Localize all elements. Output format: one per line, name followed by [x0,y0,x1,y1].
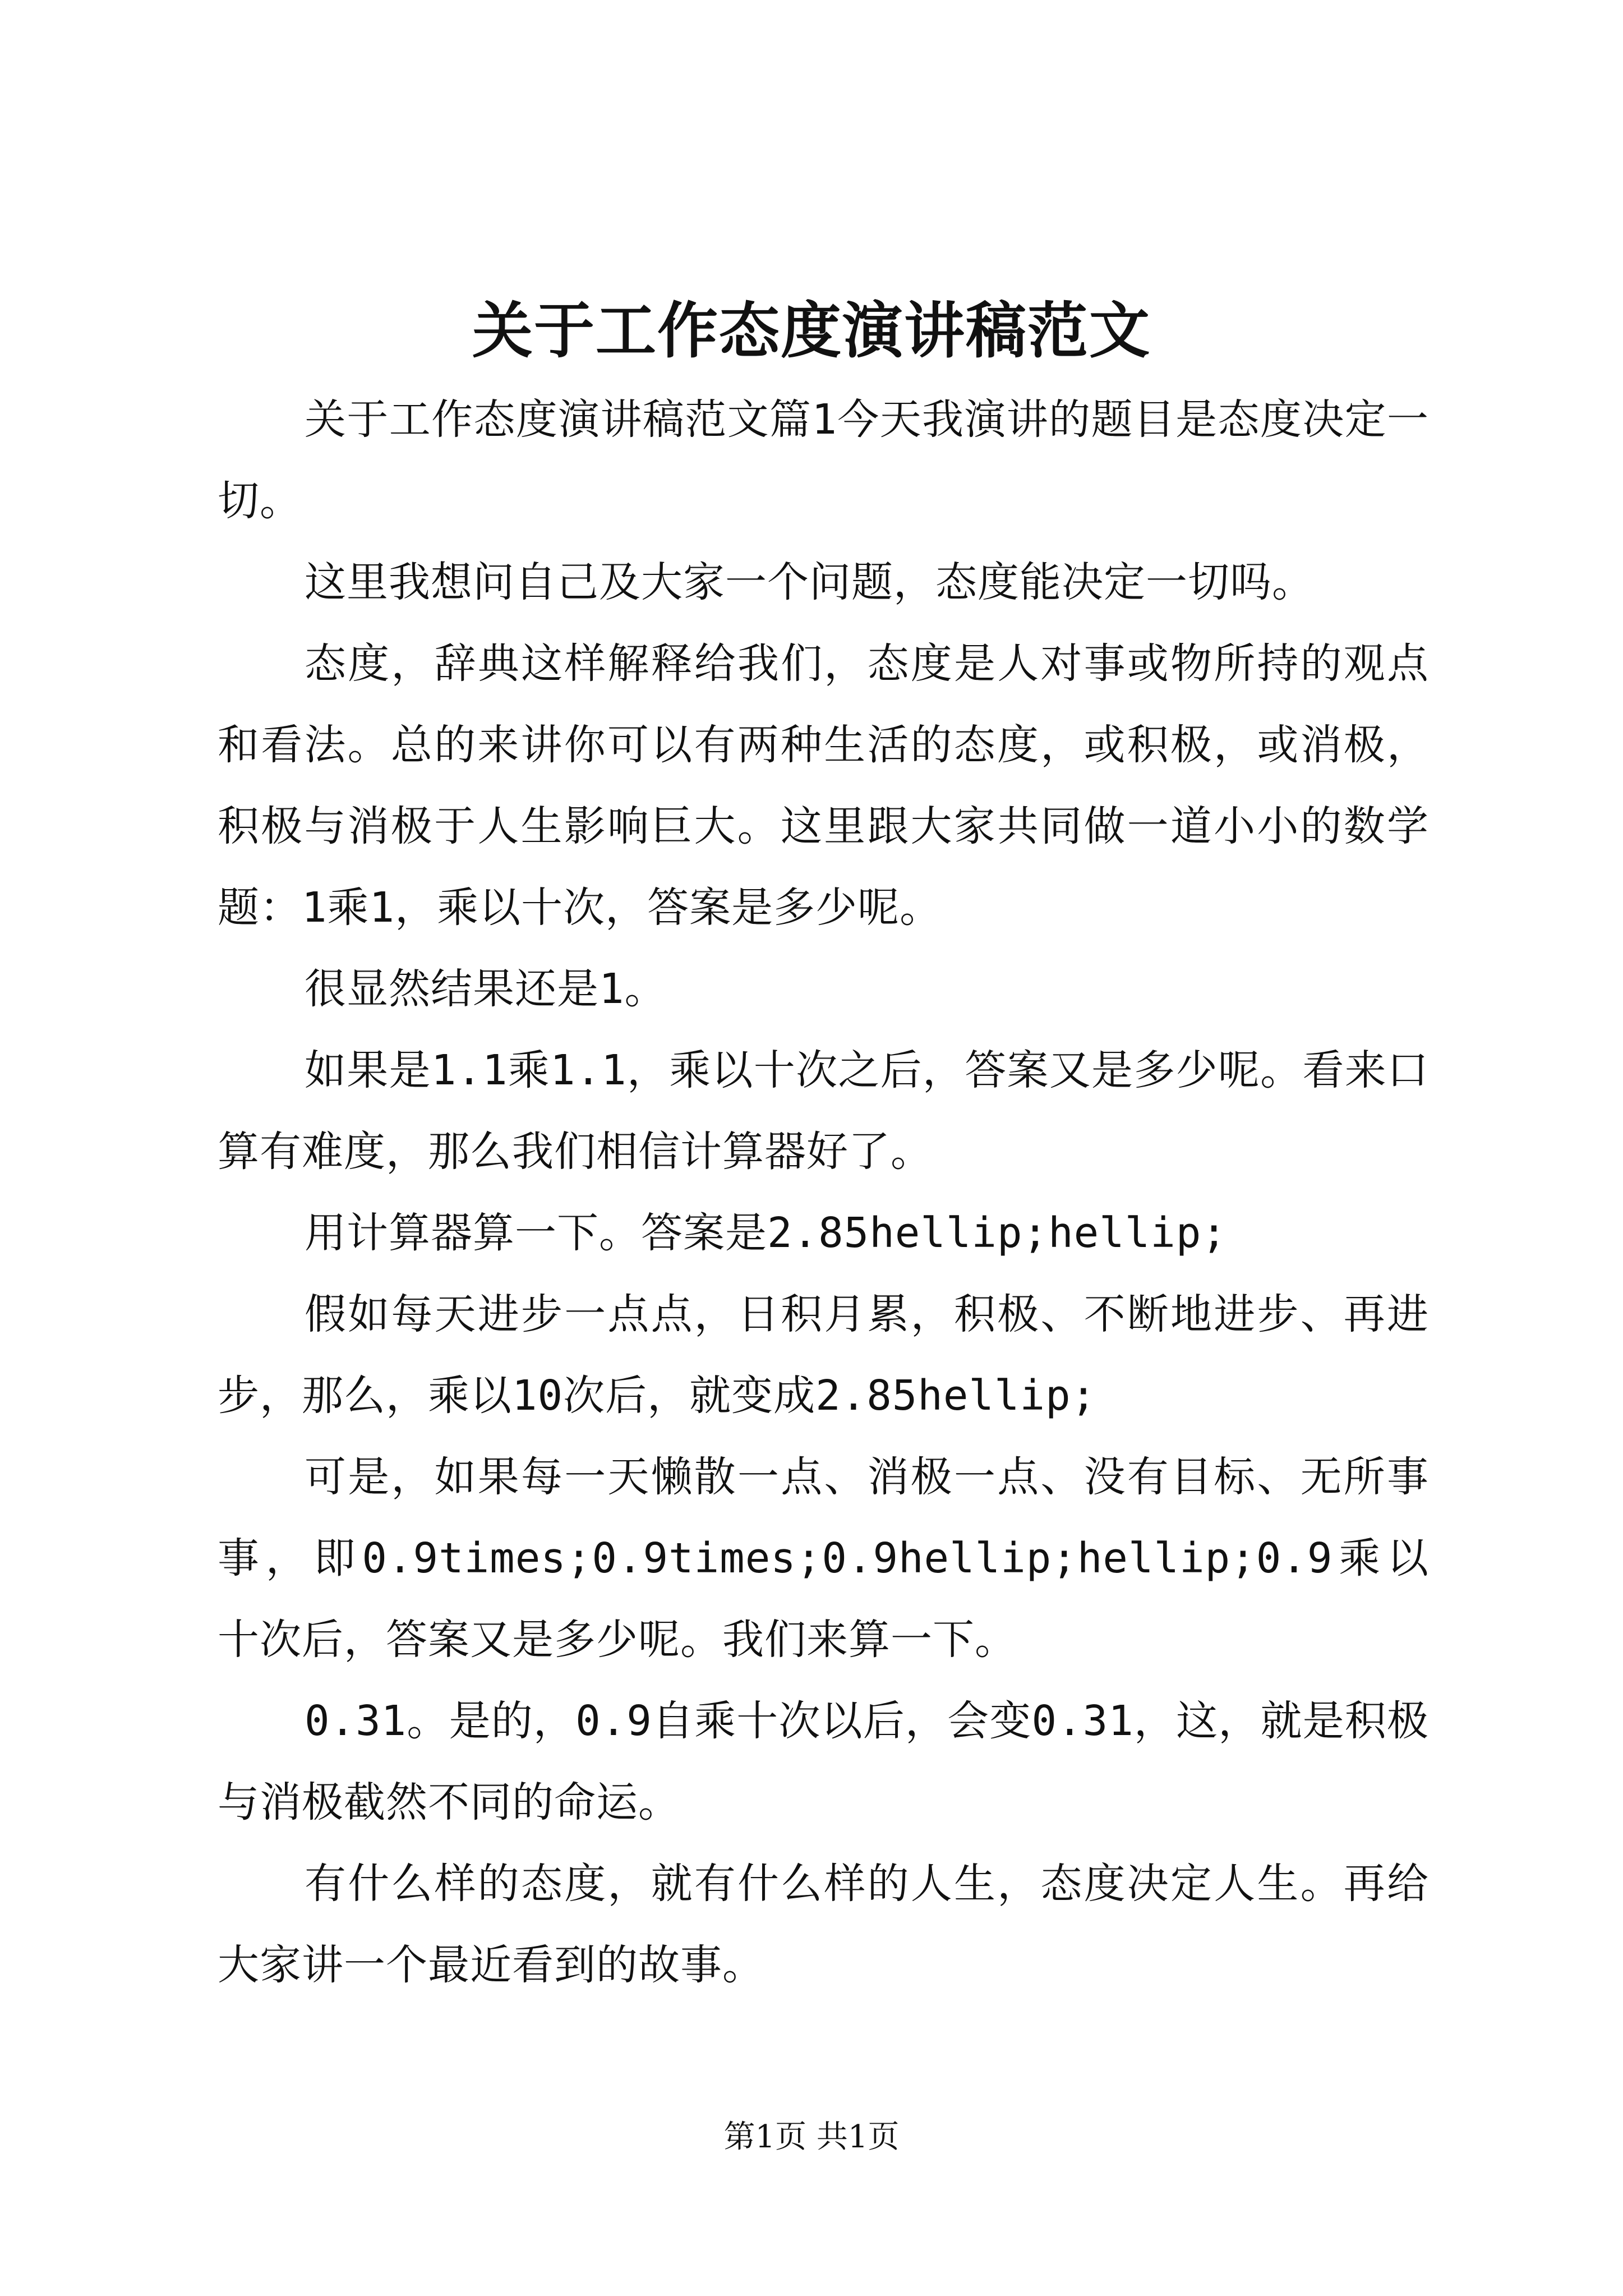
paragraph: 关于工作态度演讲稿范文篇1今天我演讲的题目是态度决定一切。 [218,395,1429,525]
paragraph: 假如每天进步一点点，日积月累，积极、不断地进步、再进步，那么，乘以10次后，就变成2.85hellip; [218,1290,1429,1420]
document-body [218,379,1429,2006]
paragraph: 如果是1.1乘1.1，乘以十次之后，答案又是多少呢。看来口算有难度，那么我们相信计算器好了。 [218,1046,1429,1176]
paragraph: 很显然结果还是1。 [305,965,667,1013]
paragraph: 态度，辞典这样解释给我们，态度是人对事或物所持的观点和看法。总的来讲你可以有两种生活的态度，或积极，或消极，积极与消极于人生影响巨大。这里跟大家共同做一道小小的数学题：1乘1，乘以十次，答案是多少呢。 [218,639,1429,932]
document-title: 关于工作态度演讲稿范文 [472,296,1151,366]
paragraph: 这里我想问自己及大家一个问题，态度能决定一切吗。 [305,558,1314,606]
paragraph: 用计算器算一下。答案是2.85hellip;hellip; [305,1209,1227,1257]
page-footer: 第1页 共1页 [723,2119,900,2155]
paragraph: 有什么样的态度，就有什么样的人生，态度决定人生。再给大家讲一个最近看到的故事。 [218,1860,1429,1989]
paragraph: 可是，如果每一天懒散一点、消极一点、没有目标、无所事事，即0.9times;0.9times;0.9hellip;hellip;0.9乘以十次后，答案又是多少呢。我们来算一下。 [218,1453,1429,1664]
paragraph: 0.31。是的，0.9自乘十次以后，会变0.31，这，就是积极与消极截然不同的命运。 [218,1697,1429,1826]
